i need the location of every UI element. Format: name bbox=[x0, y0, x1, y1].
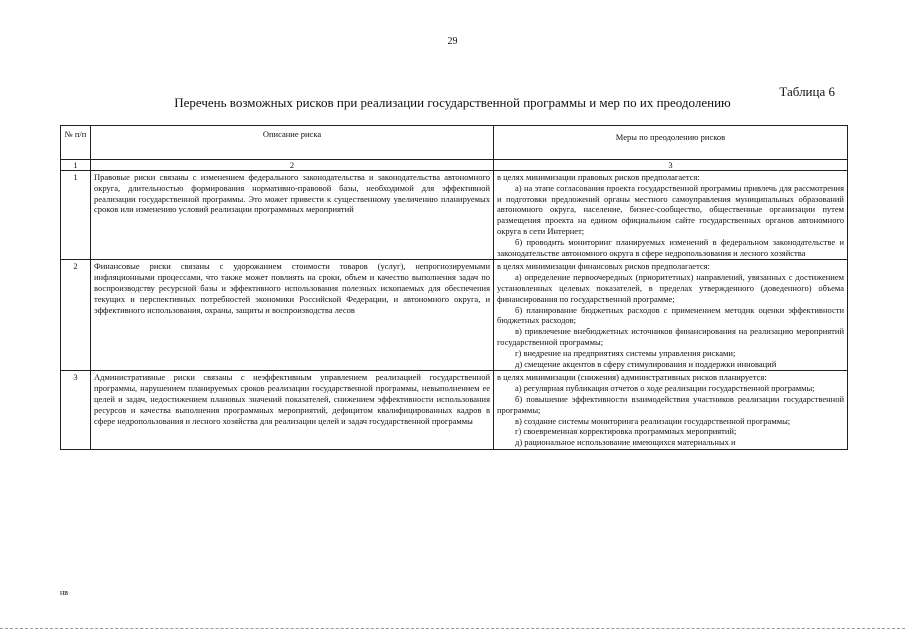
table-caption: Таблица 6 bbox=[779, 84, 835, 99]
header-measures: Меры по преодолению рисков bbox=[494, 126, 848, 160]
measures-intro: в целях минимизации финансовых рисков предполагается: bbox=[497, 261, 710, 272]
measure-item: г) внедрение на предприятиях системы управления рисками; bbox=[515, 347, 736, 358]
risk-description-text: Правовые риски связаны с изменением федерального законодательства и законодательства автономного округа, длительностью формирования нормативно-правовой базы, необходимой для эффективной реализации государственной программы. Это может привести к существенному увеличению планируемых сроков или изменению условий реализации программных мероприятий bbox=[94, 172, 490, 215]
risk-description-text: Финансовые риски связаны с удорожанием стоимости товаров (услуг), непрогнозируемыми инфляционными процессами, что также может повлиять на сроки, объем и качество выполнения задач по воспроизводству ресурсной базы и эффективного использования полезных ископаемых для обеспечения текущих и перспективных потребностей экономики Российской Федерации, и автономного округа, и эффективного использования, охраны, защиты и воспроизводства лесов bbox=[94, 261, 490, 315]
table-row bbox=[61, 171, 848, 260]
risk-description-text: Административные риски связаны с неэффективным управлением реализацией государственной программы, нарушением планируемых сроков реализации государственной программы, невыполнением ее целей и задач, недостижением плановых значений показателей, снижением эффективности использования ресурсов и качества выполнения программных мероприятий, дефицитом квалифицированных кадров в сфере недропользования и лесного хозяйства для реализации целей и задач государственной программы bbox=[94, 372, 490, 426]
measure-item: д) рациональное использование имеющихся материальных и bbox=[515, 437, 736, 448]
measure-item: в) привлечение внебюджетных источников финансирования на реализацию мероприятий государственной программы; bbox=[497, 326, 844, 347]
table-row bbox=[61, 260, 848, 371]
risk-description bbox=[91, 171, 494, 260]
header-description: Описание риска bbox=[91, 126, 494, 160]
table-row bbox=[61, 371, 848, 450]
scan-edge-line bbox=[0, 628, 905, 629]
measures-intro: в целях минимизации (снижения) административных рисков планируется: bbox=[497, 372, 767, 383]
measure-item: б) планирование бюджетных расходов с применением методик оценки эффективности бюджетных расходов; bbox=[497, 304, 844, 326]
risk-measures bbox=[494, 171, 848, 260]
risk-number: 2 bbox=[61, 260, 91, 371]
risk-measures bbox=[494, 260, 848, 371]
risk-table bbox=[60, 125, 848, 450]
measure-item: а) регулярная публикация отчетов о ходе реализации государственной программы; bbox=[515, 383, 815, 394]
risk-number: 3 bbox=[61, 371, 91, 450]
measures-intro: в целях минимизации правовых рисков предполагается: bbox=[497, 172, 700, 182]
measure-item: б) повышение эффективности взаимодействия участников реализации государственной программы; bbox=[497, 393, 844, 415]
measure-item: д) смещение акцентов в сферу стимулирования и поддержки инноваций bbox=[515, 358, 777, 369]
measure-item: а) на этапе согласования проекта государственной программы привлечь для рассмотрения и подготовки предложений органы местного самоуправления муниципальных образований автономного округа, население, бизнес-сообщество, общественные организации путем размещения проекта на едином официальном сайте государственных органов автономного округа в сети Интернет; bbox=[497, 182, 844, 236]
measure-item: б) проводить мониторинг планируемых изменений в федеральном законодательстве и законодательстве автономного округа в сфере недропользования и лесного хозяйства bbox=[497, 236, 844, 258]
measure-item: в) создание системы мониторинга реализации государственной программы; bbox=[515, 415, 791, 426]
column-index-2: 2 bbox=[91, 160, 494, 171]
table-header-row bbox=[61, 126, 848, 160]
footer-mark: нв bbox=[60, 588, 69, 597]
risk-measures bbox=[494, 371, 848, 450]
column-index-row bbox=[61, 160, 848, 171]
risk-description bbox=[91, 371, 494, 450]
header-num: № п/п bbox=[61, 126, 91, 160]
risk-description bbox=[91, 260, 494, 371]
measure-item: г) своевременная корректировка программных мероприятий; bbox=[515, 426, 737, 437]
page-number: 29 bbox=[447, 36, 458, 47]
measure-item: а) определение первоочередных (приоритетных) направлений, увязанных с достижением установленных целевых показателей, в пределах утвержденного (доведенного) объема финансирования по государственной программе; bbox=[497, 272, 844, 304]
risk-number: 1 bbox=[61, 171, 91, 260]
document-title: Перечень возможных рисков при реализации государственной программы и мер по их преодолению bbox=[174, 95, 731, 110]
risk-rows bbox=[61, 171, 848, 450]
column-index-3: 3 bbox=[494, 160, 848, 171]
column-index-1: 1 bbox=[61, 160, 91, 171]
